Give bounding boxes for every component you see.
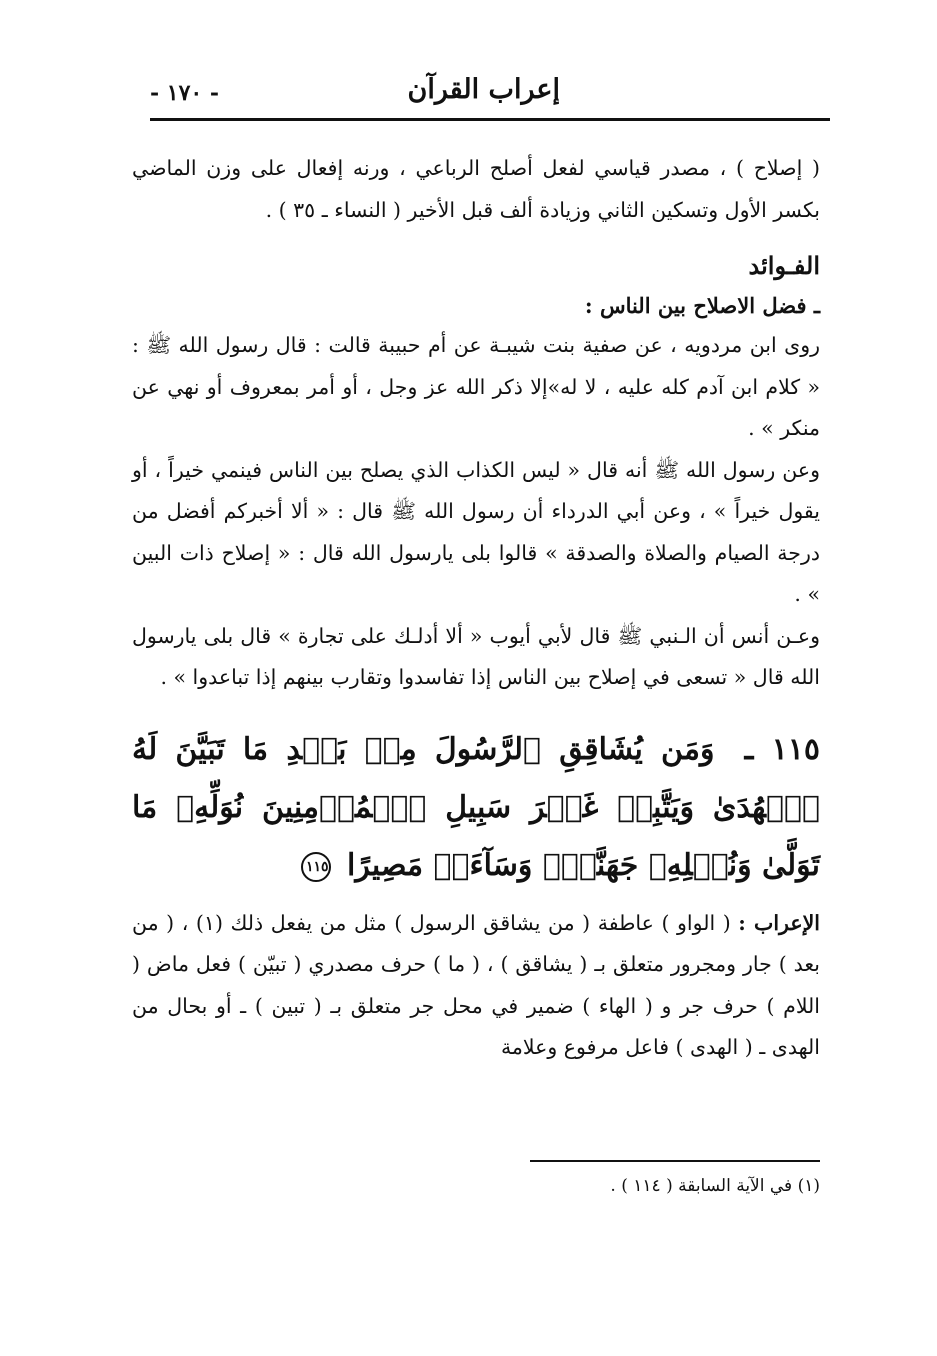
paragraph-islah-definition: ( إصلاح ) ، مصدر قياسي لفعل أصلح الرباعي ، ورنه إفعال على وزن الماضي بكسر الأول وتسكين الثاني وزيادة ألف قبل الأخير ( النساء ـ ٣٥ ) .	[132, 156, 820, 222]
irab-text: ( الواو ) عاطفة ( من يشاقق الرسول ) مثل من يفعل ذلك (١) ، ( من بعد ) جار ومجرور متعلق بـ ( يشاقق ) ، ( ما ) حرف مصدري ( تبيّن ) فعل ماض ( اللام ) حرف جر و ( الهاء ) ضمير في محل جر متعلق بـ ( تبين ) ـ أو بحال من الهدى ـ ( الهدى ) فاعل مرفوع وعلامة	[132, 910, 820, 1059]
page-body	[132, 148, 820, 1069]
verse-text: وَمَن يُشَاقِقِ ٱلرَّسُولَ مِنۢ بَعۡدِ مَا تَبَيَّنَ لَهُ ٱلۡهُدَىٰ وَيَتَّبِعۡ غَيۡرَ سَبِيلِ ٱلۡمُؤۡمِنِينَ نُوَلِّهِۦ مَا تَوَلَّىٰ وَنُصۡلِهِۦ جَهَنَّمَۖ وَسَآءَتۡ مَصِيرًا	[132, 731, 820, 883]
footnote-divider	[530, 1160, 820, 1162]
page-number: - ١٧٠ -	[150, 80, 220, 106]
page-header	[150, 68, 830, 114]
section-heading-fawaid: الفـوائد	[748, 251, 820, 280]
paragraph-hadith-3: وعـن أنس أن الـنبي ﷺ قال لأبي أيوب « ألا أدلـك على تجارة » قال بلى يارسول الله قال « تسعى في إصلاح بين الناس إذا تفاسدوا وتقارب بينهم إذا تباعدوا » .	[132, 623, 820, 689]
irab-label: الإعراب :	[738, 910, 820, 935]
quran-verse	[132, 721, 820, 895]
page-title: إعراب القرآن	[407, 74, 560, 105]
footnote: (١) في الآية السابقة ( ١١٤ ) .	[610, 1176, 820, 1196]
irab-paragraph	[132, 903, 820, 1069]
header-divider	[150, 118, 830, 121]
paragraph-hadith-1: روى ابن مردويه ، عن صفية بنت شيبـة عن أم حبيبة قالت : قال رسول الله ﷺ : « كلام ابن آدم كله عليه ، لا له»إلا ذكر الله عز وجل ، أو أمر بمعروف أو نهي عن منكر » .	[132, 333, 820, 440]
subheading-fadl-islah: ـ فضل الاصلاح بين الناس :	[584, 293, 820, 318]
paragraph-hadith-2: وعن رسول الله ﷺ أنه قال « ليس الكذاب الذي يصلح بين الناس فينمي خيراً ، أو يقول خيراً » ، وعن أبي الدرداء أن رسول الله ﷺ قال : « ألا أخبركم أفضل من درجة الصيام والصلاة والصدقة » قالوا بلى يارسول الله قال : « إصلاح ذات البين » .	[132, 457, 820, 606]
verse-end-marker-icon: ١١٥	[301, 852, 331, 882]
verse-number: ١١٥ ـ	[744, 731, 820, 767]
